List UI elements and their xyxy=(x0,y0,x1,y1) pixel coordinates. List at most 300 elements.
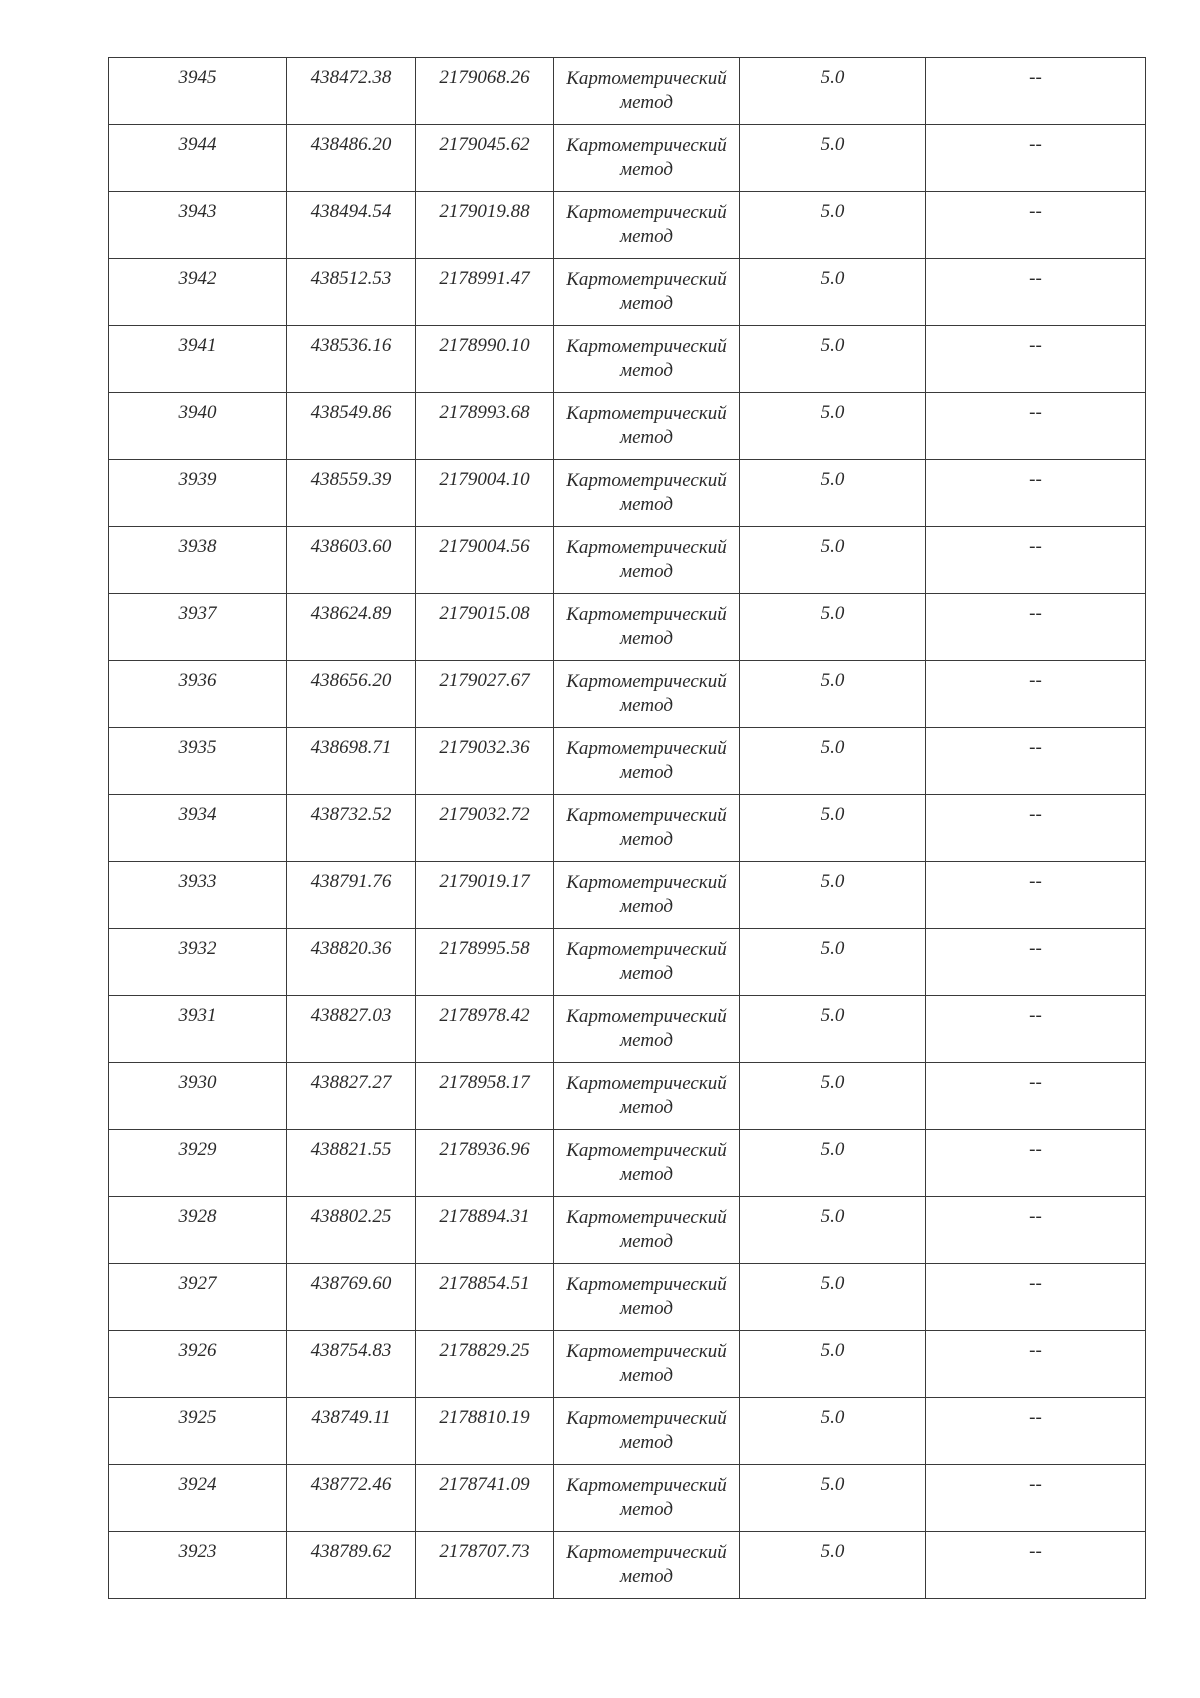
y-coordinate-cell xyxy=(416,527,554,594)
note-text: -- xyxy=(1029,1206,1042,1227)
note-cell xyxy=(926,259,1146,326)
accuracy-text: 5.0 xyxy=(820,1273,845,1294)
x-coordinate-cell xyxy=(287,1264,416,1331)
point-text: 3935 xyxy=(178,737,217,758)
method-cell xyxy=(554,929,740,996)
method-text xyxy=(554,125,739,182)
point-number-cell xyxy=(109,996,287,1063)
point-text: 3928 xyxy=(178,1206,217,1227)
note-cell xyxy=(926,1398,1146,1465)
note-text: -- xyxy=(1029,1541,1042,1562)
note-cell xyxy=(926,996,1146,1063)
y-coordinate-cell xyxy=(416,1398,554,1465)
method-cell xyxy=(554,1532,740,1599)
note-cell xyxy=(926,1063,1146,1130)
accuracy-text: 5.0 xyxy=(820,603,845,624)
accuracy-text: 5.0 xyxy=(820,1474,845,1495)
method-line-1: Картометрический xyxy=(566,872,727,893)
note-text: -- xyxy=(1029,268,1042,289)
accuracy-cell xyxy=(740,393,926,460)
point-text: 3933 xyxy=(178,871,217,892)
method-line-1: Картометрический xyxy=(566,738,727,759)
y-coordinate-cell xyxy=(416,728,554,795)
x-text: 438789.62 xyxy=(310,1541,392,1562)
accuracy-cell xyxy=(740,1398,926,1465)
y-text: 2178854.51 xyxy=(439,1273,530,1294)
x-coordinate-cell xyxy=(287,326,416,393)
x-coordinate-cell xyxy=(287,661,416,728)
table-row xyxy=(109,1331,1146,1398)
accuracy-text: 5.0 xyxy=(820,1139,845,1160)
y-text: 2179004.56 xyxy=(439,536,530,557)
note-cell xyxy=(926,661,1146,728)
y-text: 2178958.17 xyxy=(439,1072,530,1093)
method-line-2: метод xyxy=(620,1499,673,1520)
method-cell xyxy=(554,1063,740,1130)
accuracy-text: 5.0 xyxy=(820,335,845,356)
method-text xyxy=(554,929,739,986)
y-coordinate-cell xyxy=(416,1264,554,1331)
note-text: -- xyxy=(1029,804,1042,825)
note-cell xyxy=(926,393,1146,460)
accuracy-cell xyxy=(740,1264,926,1331)
point-number-cell xyxy=(109,527,287,594)
y-coordinate-cell xyxy=(416,1331,554,1398)
accuracy-cell xyxy=(740,996,926,1063)
accuracy-cell xyxy=(740,1532,926,1599)
method-text xyxy=(554,728,739,785)
method-cell xyxy=(554,1465,740,1532)
point-number-cell xyxy=(109,929,287,996)
point-number-cell xyxy=(109,393,287,460)
method-cell xyxy=(554,594,740,661)
point-text: 3923 xyxy=(178,1541,217,1562)
x-coordinate-cell xyxy=(287,527,416,594)
y-text: 2178894.31 xyxy=(439,1206,530,1227)
method-text xyxy=(554,393,739,450)
point-number-cell xyxy=(109,728,287,795)
x-text: 438749.11 xyxy=(311,1407,391,1428)
note-cell xyxy=(926,125,1146,192)
y-coordinate-cell xyxy=(416,1465,554,1532)
x-coordinate-cell xyxy=(287,929,416,996)
accuracy-cell xyxy=(740,58,926,125)
table-row xyxy=(109,393,1146,460)
method-cell xyxy=(554,192,740,259)
accuracy-text: 5.0 xyxy=(820,737,845,758)
x-coordinate-cell xyxy=(287,1331,416,1398)
y-text: 2178990.10 xyxy=(439,335,530,356)
note-text: -- xyxy=(1029,1273,1042,1294)
method-text xyxy=(554,795,739,852)
method-text xyxy=(554,192,739,249)
x-text: 438754.83 xyxy=(310,1340,392,1361)
point-number-cell xyxy=(109,1197,287,1264)
y-text: 2178707.73 xyxy=(439,1541,530,1562)
note-text: -- xyxy=(1029,1340,1042,1361)
accuracy-text: 5.0 xyxy=(820,1407,845,1428)
point-text: 3929 xyxy=(178,1139,217,1160)
method-line-1: Картометрический xyxy=(566,1341,727,1362)
accuracy-cell xyxy=(740,527,926,594)
note-cell xyxy=(926,527,1146,594)
accuracy-cell xyxy=(740,929,926,996)
note-cell xyxy=(926,795,1146,862)
method-text xyxy=(554,1130,739,1187)
note-cell xyxy=(926,460,1146,527)
point-number-cell xyxy=(109,1398,287,1465)
note-text: -- xyxy=(1029,67,1042,88)
y-text: 2179068.26 xyxy=(439,67,530,88)
accuracy-text: 5.0 xyxy=(820,67,845,88)
accuracy-cell xyxy=(740,259,926,326)
method-line-2: метод xyxy=(620,1097,673,1118)
point-text: 3932 xyxy=(178,938,217,959)
y-coordinate-cell xyxy=(416,460,554,527)
accuracy-cell xyxy=(740,1197,926,1264)
method-line-1: Картометрический xyxy=(566,671,727,692)
y-text: 2179019.17 xyxy=(439,871,530,892)
point-text: 3937 xyxy=(178,603,217,624)
method-line-1: Картометрический xyxy=(566,1140,727,1161)
x-text: 438769.60 xyxy=(310,1273,392,1294)
x-text: 438486.20 xyxy=(310,134,392,155)
x-coordinate-cell xyxy=(287,58,416,125)
note-text: -- xyxy=(1029,134,1042,155)
method-line-1: Картометрический xyxy=(566,1006,727,1027)
method-line-1: Картометрический xyxy=(566,537,727,558)
y-text: 2178741.09 xyxy=(439,1474,530,1495)
note-cell xyxy=(926,1331,1146,1398)
method-line-1: Картометрический xyxy=(566,805,727,826)
method-text xyxy=(554,1398,739,1455)
x-coordinate-cell xyxy=(287,1532,416,1599)
x-coordinate-cell xyxy=(287,460,416,527)
note-text: -- xyxy=(1029,335,1042,356)
accuracy-text: 5.0 xyxy=(820,804,845,825)
point-text: 3931 xyxy=(178,1005,217,1026)
accuracy-text: 5.0 xyxy=(820,1072,845,1093)
method-line-1: Картометрический xyxy=(566,336,727,357)
y-text: 2178936.96 xyxy=(439,1139,530,1160)
accuracy-text: 5.0 xyxy=(820,201,845,222)
y-coordinate-cell xyxy=(416,594,554,661)
x-text: 438732.52 xyxy=(310,804,392,825)
coordinates-table-body xyxy=(109,58,1146,1599)
x-coordinate-cell xyxy=(287,795,416,862)
x-coordinate-cell xyxy=(287,594,416,661)
table-row xyxy=(109,1264,1146,1331)
accuracy-cell xyxy=(740,795,926,862)
method-line-2: метод xyxy=(620,293,673,314)
accuracy-cell xyxy=(740,192,926,259)
note-text: -- xyxy=(1029,402,1042,423)
table-row xyxy=(109,1398,1146,1465)
method-cell xyxy=(554,661,740,728)
point-text: 3941 xyxy=(178,335,217,356)
point-number-cell xyxy=(109,661,287,728)
x-coordinate-cell xyxy=(287,1465,416,1532)
point-number-cell xyxy=(109,259,287,326)
accuracy-cell xyxy=(740,460,926,527)
point-text: 3945 xyxy=(178,67,217,88)
method-line-2: метод xyxy=(620,92,673,113)
x-text: 438559.39 xyxy=(310,469,392,490)
table-row xyxy=(109,527,1146,594)
method-text xyxy=(554,259,739,316)
x-text: 438827.27 xyxy=(310,1072,392,1093)
note-cell xyxy=(926,1264,1146,1331)
note-text: -- xyxy=(1029,1005,1042,1026)
point-number-cell xyxy=(109,125,287,192)
x-text: 438656.20 xyxy=(310,670,392,691)
y-coordinate-cell xyxy=(416,862,554,929)
method-cell xyxy=(554,728,740,795)
method-cell xyxy=(554,460,740,527)
method-cell xyxy=(554,393,740,460)
point-number-cell xyxy=(109,326,287,393)
accuracy-cell xyxy=(740,1331,926,1398)
method-line-1: Картометрический xyxy=(566,1073,727,1094)
note-cell xyxy=(926,728,1146,795)
y-text: 2179004.10 xyxy=(439,469,530,490)
point-text: 3925 xyxy=(178,1407,217,1428)
method-cell xyxy=(554,1398,740,1465)
method-line-2: метод xyxy=(620,628,673,649)
note-text: -- xyxy=(1029,469,1042,490)
y-coordinate-cell xyxy=(416,996,554,1063)
accuracy-cell xyxy=(740,661,926,728)
method-line-1: Картометрический xyxy=(566,1274,727,1295)
method-text xyxy=(554,1465,739,1522)
point-number-cell xyxy=(109,862,287,929)
accuracy-text: 5.0 xyxy=(820,1340,845,1361)
method-line-1: Картометрический xyxy=(566,269,727,290)
accuracy-cell xyxy=(740,1465,926,1532)
method-line-1: Картометрический xyxy=(566,68,727,89)
x-text: 438603.60 xyxy=(310,536,392,557)
table-row xyxy=(109,192,1146,259)
y-text: 2178810.19 xyxy=(439,1407,530,1428)
method-cell xyxy=(554,527,740,594)
table-row xyxy=(109,996,1146,1063)
method-line-2: метод xyxy=(620,1365,673,1386)
accuracy-text: 5.0 xyxy=(820,1206,845,1227)
note-cell xyxy=(926,192,1146,259)
note-text: -- xyxy=(1029,871,1042,892)
table-row xyxy=(109,259,1146,326)
note-text: -- xyxy=(1029,201,1042,222)
table-row xyxy=(109,1063,1146,1130)
y-coordinate-cell xyxy=(416,795,554,862)
y-text: 2179032.72 xyxy=(439,804,530,825)
note-text: -- xyxy=(1029,1072,1042,1093)
x-text: 438820.36 xyxy=(310,938,392,959)
y-coordinate-cell xyxy=(416,393,554,460)
point-number-cell xyxy=(109,1465,287,1532)
accuracy-text: 5.0 xyxy=(820,268,845,289)
method-line-2: метод xyxy=(620,695,673,716)
method-line-2: метод xyxy=(620,1566,673,1587)
table-row xyxy=(109,1465,1146,1532)
method-text xyxy=(554,594,739,651)
point-text: 3924 xyxy=(178,1474,217,1495)
y-coordinate-cell xyxy=(416,326,554,393)
note-text: -- xyxy=(1029,536,1042,557)
point-number-cell xyxy=(109,1130,287,1197)
method-cell xyxy=(554,1264,740,1331)
y-text: 2178978.42 xyxy=(439,1005,530,1026)
method-text xyxy=(554,326,739,383)
method-line-2: метод xyxy=(620,1231,673,1252)
accuracy-cell xyxy=(740,1063,926,1130)
point-number-cell xyxy=(109,58,287,125)
method-line-1: Картометрический xyxy=(566,604,727,625)
point-text: 3944 xyxy=(178,134,217,155)
note-cell xyxy=(926,58,1146,125)
accuracy-cell xyxy=(740,728,926,795)
y-text: 2178829.25 xyxy=(439,1340,530,1361)
note-text: -- xyxy=(1029,1474,1042,1495)
method-cell xyxy=(554,996,740,1063)
x-text: 438472.38 xyxy=(310,67,392,88)
method-line-1: Картометрический xyxy=(566,1475,727,1496)
accuracy-text: 5.0 xyxy=(820,134,845,155)
point-text: 3927 xyxy=(178,1273,217,1294)
method-line-2: метод xyxy=(620,360,673,381)
method-line-2: метод xyxy=(620,1432,673,1453)
x-coordinate-cell xyxy=(287,192,416,259)
y-coordinate-cell xyxy=(416,661,554,728)
y-coordinate-cell xyxy=(416,192,554,259)
table-row xyxy=(109,326,1146,393)
accuracy-cell xyxy=(740,326,926,393)
note-text: -- xyxy=(1029,737,1042,758)
table-row xyxy=(109,929,1146,996)
table-row xyxy=(109,1197,1146,1264)
note-cell xyxy=(926,1130,1146,1197)
method-text xyxy=(554,661,739,718)
note-text: -- xyxy=(1029,1139,1042,1160)
method-cell xyxy=(554,862,740,929)
table-row xyxy=(109,460,1146,527)
method-text xyxy=(554,996,739,1053)
method-cell xyxy=(554,1130,740,1197)
method-text xyxy=(554,1197,739,1254)
y-coordinate-cell xyxy=(416,929,554,996)
x-text: 438698.71 xyxy=(310,737,392,758)
table-row xyxy=(109,795,1146,862)
method-cell xyxy=(554,1197,740,1264)
x-text: 438536.16 xyxy=(310,335,392,356)
accuracy-text: 5.0 xyxy=(820,1005,845,1026)
y-coordinate-cell xyxy=(416,125,554,192)
note-cell xyxy=(926,1465,1146,1532)
point-text: 3930 xyxy=(178,1072,217,1093)
point-number-cell xyxy=(109,460,287,527)
accuracy-text: 5.0 xyxy=(820,469,845,490)
method-text xyxy=(554,862,739,919)
table-row xyxy=(109,58,1146,125)
note-cell xyxy=(926,326,1146,393)
accuracy-cell xyxy=(740,125,926,192)
method-line-2: метод xyxy=(620,159,673,180)
accuracy-cell xyxy=(740,594,926,661)
method-cell xyxy=(554,326,740,393)
table-row xyxy=(109,594,1146,661)
method-line-1: Картометрический xyxy=(566,1408,727,1429)
method-line-1: Картометрический xyxy=(566,1207,727,1228)
x-text: 438772.46 xyxy=(310,1474,392,1495)
method-line-2: метод xyxy=(620,762,673,783)
table-row xyxy=(109,1532,1146,1599)
y-text: 2179027.67 xyxy=(439,670,530,691)
method-cell xyxy=(554,125,740,192)
y-coordinate-cell xyxy=(416,1063,554,1130)
method-line-1: Картометрический xyxy=(566,403,727,424)
note-text: -- xyxy=(1029,1407,1042,1428)
point-text: 3940 xyxy=(178,402,217,423)
method-line-2: метод xyxy=(620,226,673,247)
x-text: 438821.55 xyxy=(310,1139,392,1160)
x-coordinate-cell xyxy=(287,1197,416,1264)
method-line-2: метод xyxy=(620,1164,673,1185)
point-number-cell xyxy=(109,1331,287,1398)
note-text: -- xyxy=(1029,603,1042,624)
note-cell xyxy=(926,594,1146,661)
y-coordinate-cell xyxy=(416,259,554,326)
x-coordinate-cell xyxy=(287,1130,416,1197)
method-cell xyxy=(554,795,740,862)
y-coordinate-cell xyxy=(416,1532,554,1599)
y-text: 2179032.36 xyxy=(439,737,530,758)
x-coordinate-cell xyxy=(287,996,416,1063)
x-coordinate-cell xyxy=(287,1063,416,1130)
accuracy-text: 5.0 xyxy=(820,1541,845,1562)
method-line-1: Картометрический xyxy=(566,202,727,223)
x-coordinate-cell xyxy=(287,259,416,326)
accuracy-cell xyxy=(740,862,926,929)
method-line-1: Картометрический xyxy=(566,1542,727,1563)
method-text xyxy=(554,58,739,115)
point-text: 3926 xyxy=(178,1340,217,1361)
method-line-1: Картометрический xyxy=(566,135,727,156)
y-text: 2179045.62 xyxy=(439,134,530,155)
method-line-2: метод xyxy=(620,896,673,917)
method-line-2: метод xyxy=(620,963,673,984)
x-coordinate-cell xyxy=(287,862,416,929)
accuracy-text: 5.0 xyxy=(820,938,845,959)
method-cell xyxy=(554,58,740,125)
method-text xyxy=(554,460,739,517)
method-line-2: метод xyxy=(620,1298,673,1319)
table-row xyxy=(109,1130,1146,1197)
note-text: -- xyxy=(1029,670,1042,691)
x-text: 438802.25 xyxy=(310,1206,392,1227)
x-coordinate-cell xyxy=(287,125,416,192)
accuracy-cell xyxy=(740,1130,926,1197)
note-cell xyxy=(926,929,1146,996)
method-line-2: метод xyxy=(620,829,673,850)
point-text: 3943 xyxy=(178,201,217,222)
y-text: 2178993.68 xyxy=(439,402,530,423)
point-number-cell xyxy=(109,192,287,259)
point-text: 3942 xyxy=(178,268,217,289)
table-row xyxy=(109,862,1146,929)
x-coordinate-cell xyxy=(287,728,416,795)
note-cell xyxy=(926,1197,1146,1264)
method-line-1: Картометрический xyxy=(566,470,727,491)
